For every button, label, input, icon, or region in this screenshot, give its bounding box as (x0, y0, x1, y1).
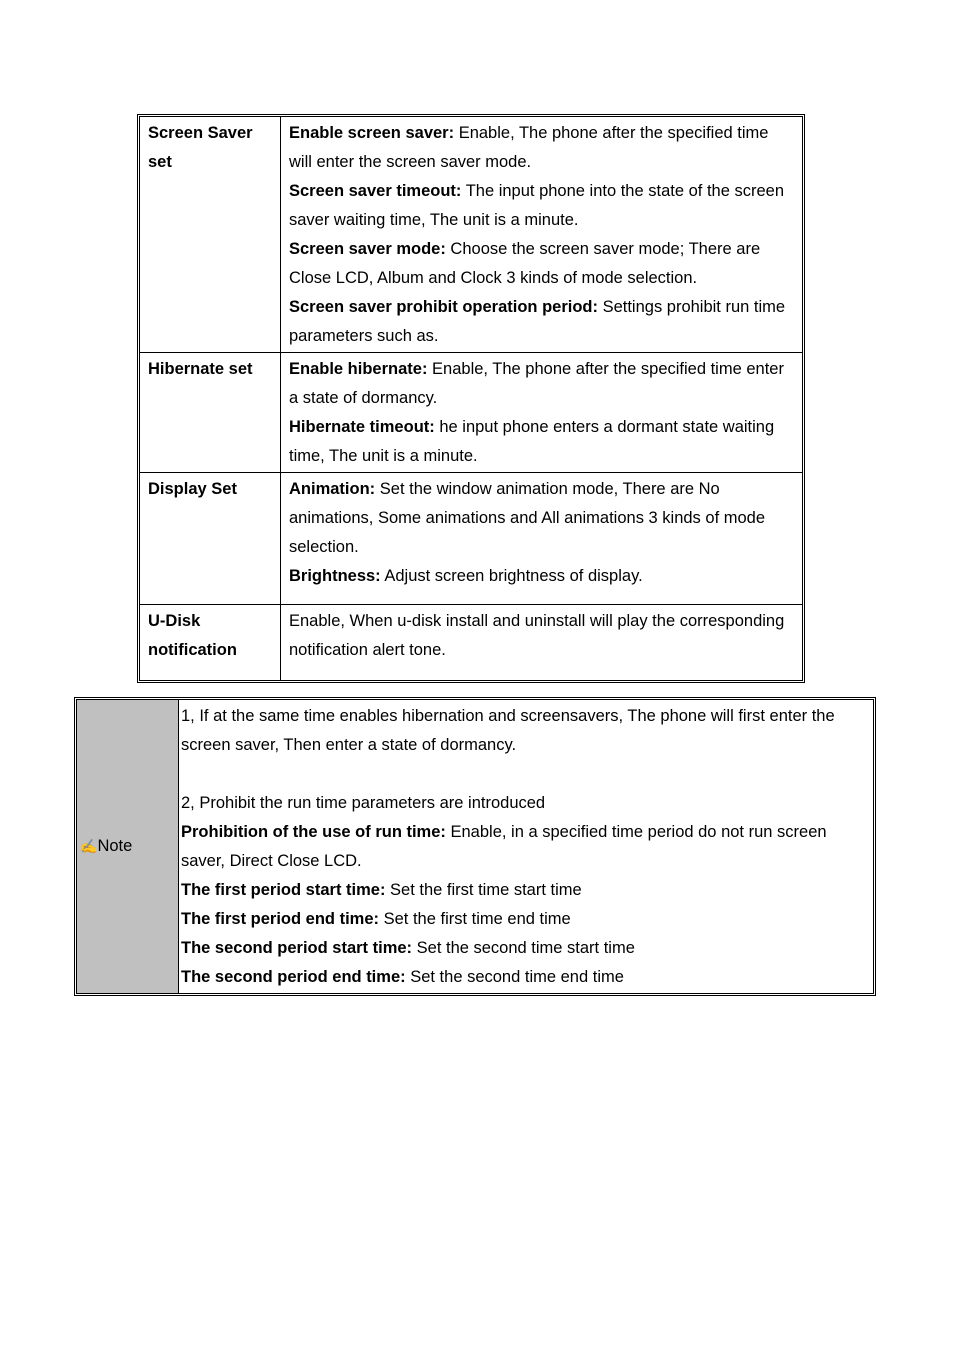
note-item: The first period start time: Set the first time start time (181, 881, 582, 899)
note-item: Prohibition of the use of run time: Enable, in a specified time period do not run screen saver, Direct Close LCD. (181, 823, 827, 870)
note-body (179, 700, 873, 993)
description-item: Animation: Set the window animation mode, There are No animations, Some animations and All animations 3 kinds of mode selection. (289, 480, 766, 556)
table-row (140, 604, 802, 680)
table-row (140, 117, 802, 352)
table-row (140, 352, 802, 472)
description-item: Screen saver prohibit operation period: Settings prohibit run time parameters such as. (289, 298, 786, 345)
row-description (281, 117, 802, 352)
row-description (281, 352, 802, 472)
table-row (140, 472, 802, 604)
description-item: Screen saver mode: Choose the screen saver mode; There are Close LCD, Album and Clock 3 kinds of mode selection. (289, 240, 761, 287)
spacer (181, 760, 873, 789)
row-label: U-Disk notification (140, 604, 281, 680)
row-description (281, 604, 802, 680)
note-paragraph: 2, Prohibit the run time parameters are introduced (181, 794, 546, 812)
row-description (281, 472, 802, 604)
note-item: The first period end time: Set the first time end time (181, 910, 571, 928)
description-item: Brightness: Adjust screen brightness of display. (289, 567, 643, 585)
note-item: The second period end time: Set the second time end time (181, 968, 624, 986)
note-paragraph: 1, If at the same time enables hibernation and screensavers, The phone will first enter the screen saver, Then enter a state of dormancy. (181, 707, 835, 754)
description-item: Enable hibernate: Enable, The phone after the specified time enter a state of dormancy. (289, 360, 784, 407)
note-label: Note (97, 837, 133, 855)
row-label: Screen Saver set (140, 117, 281, 352)
table-row (77, 700, 873, 993)
settings-table (137, 114, 805, 683)
note-table (74, 697, 876, 996)
description-item: Enable screen saver: Enable, The phone after the specified time will enter the screen saver mode. (289, 124, 769, 171)
description-item: Hibernate timeout: he input phone enters a dormant state waiting time, The unit is a minute. (289, 418, 775, 465)
writing-hand-icon: ✍ (80, 838, 98, 854)
row-label: Display Set (140, 472, 281, 604)
note-label-cell (77, 700, 179, 993)
description-item: Screen saver timeout: The input phone into the state of the screen saver waiting time, The unit is a minute. (289, 182, 784, 229)
description-item: Enable, When u-disk install and uninstall will play the corresponding notification alert tone. (289, 612, 785, 659)
note-item: The second period start time: Set the second time start time (181, 939, 635, 957)
row-label: Hibernate set (140, 352, 281, 472)
